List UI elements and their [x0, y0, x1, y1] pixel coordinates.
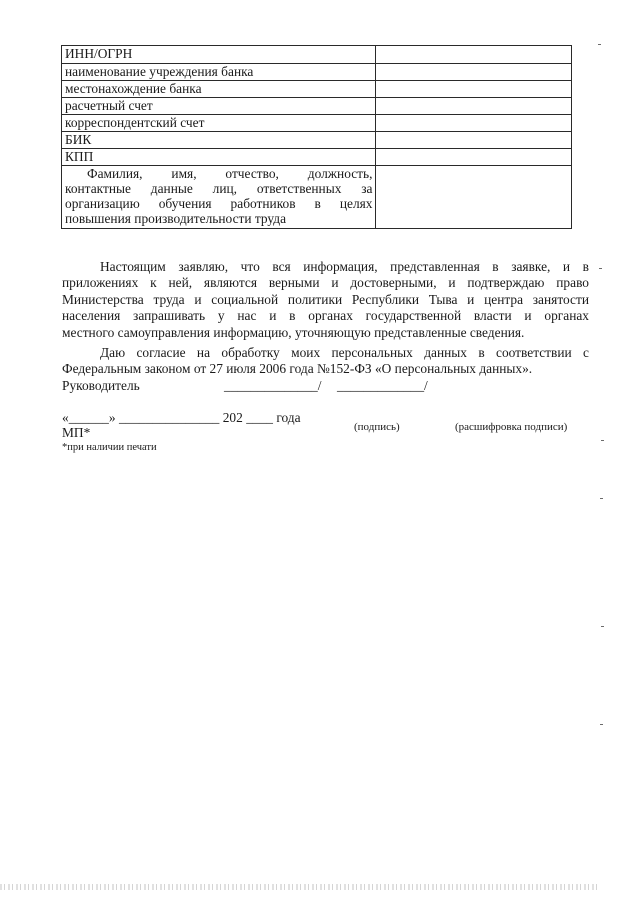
date-line — [62, 410, 301, 426]
date-open-quote: « — [62, 410, 69, 425]
scan-mark — [600, 498, 603, 499]
stamp-footnote: *при наличии печати — [62, 442, 157, 453]
date-year-prefix: 202 — [222, 410, 243, 425]
scan-mark — [601, 440, 604, 441]
scan-edge-strip — [0, 884, 600, 890]
declaration-line: приложениях к ней, являются верными и достоверными, и подтверждаю право — [62, 275, 589, 291]
contact-label-rest: контактные данные лиц, ответственных за организацию обучения работников в целях повышения производительности труда — [65, 181, 373, 226]
table-row — [62, 64, 572, 81]
date-close-quote: » — [108, 410, 116, 425]
scan-mark — [598, 44, 601, 45]
declaration-line: Настоящим заявляю, что вся информация, представленная в заявке, и в — [100, 259, 589, 274]
row-value-bank-location — [376, 81, 572, 98]
signer-role: Руководитель — [62, 378, 140, 393]
row-label-inn-ogrn: ИНН/ОГРН — [62, 46, 376, 64]
scan-mark — [601, 626, 604, 627]
row-label-kpp: КПП — [62, 149, 376, 166]
row-value-inn-ogrn — [376, 46, 572, 64]
row-label-bank-name: наименование учреждения банка — [62, 64, 376, 81]
consent-line: Даю согласие на обработку моих персональных данных в соответствии с — [100, 345, 589, 360]
date-year-blank: ____ — [246, 410, 273, 425]
stamp-label: МП* — [62, 425, 91, 440]
row-label-responsible-persons — [62, 166, 376, 229]
declaration-line: местного самоуправления информацию, уточняющую представленные сведения. — [62, 324, 525, 340]
scan-mark — [600, 724, 603, 725]
row-label-settlement-account: расчетный счет — [62, 98, 376, 115]
table-row — [62, 81, 572, 98]
signature-caption: (подпись) — [354, 421, 400, 433]
signature-field: ______________/ — [224, 378, 322, 393]
signature-decode-field: _____________/ — [337, 378, 428, 393]
date-year-word: года — [276, 410, 301, 425]
contact-label-line1: Фамилия, имя, отчество, должность, — [87, 166, 373, 181]
row-value-responsible-persons — [376, 166, 572, 229]
row-value-bank-name — [376, 64, 572, 81]
row-label-bank-location: местонахождение банка — [62, 81, 376, 98]
table-row — [62, 98, 572, 115]
consent-paragraph — [62, 345, 589, 378]
signature-decode-caption: (расшифровка подписи) — [455, 421, 568, 433]
date-month-blank: _______________ — [118, 410, 220, 425]
table-row — [62, 149, 572, 166]
table-row — [62, 166, 572, 229]
row-value-kpp — [376, 149, 572, 166]
table-row — [62, 115, 572, 132]
row-value-settlement-account — [376, 98, 572, 115]
declaration-paragraph — [62, 259, 589, 341]
row-label-bik: БИК — [62, 132, 376, 149]
row-label-corr-account: корреспондентский счет — [62, 115, 376, 132]
declaration-line: населения запрашивать у нас и в органах государственной власти и органах — [62, 308, 589, 324]
date-day-blank: ______ — [68, 410, 109, 425]
declaration-line: Министерства труда и социальной политики Республики Тыва и центра занятости — [62, 291, 589, 307]
consent-line: Федеральным законом от 27 июля 2006 года №152-ФЗ «О персональных данных». — [62, 361, 533, 377]
scan-mark — [599, 268, 602, 269]
row-value-bik — [376, 132, 572, 149]
signature-row — [62, 378, 592, 394]
bank-details-table — [61, 45, 572, 229]
table-row — [62, 132, 572, 149]
row-value-corr-account — [376, 115, 572, 132]
table-row — [62, 46, 572, 64]
